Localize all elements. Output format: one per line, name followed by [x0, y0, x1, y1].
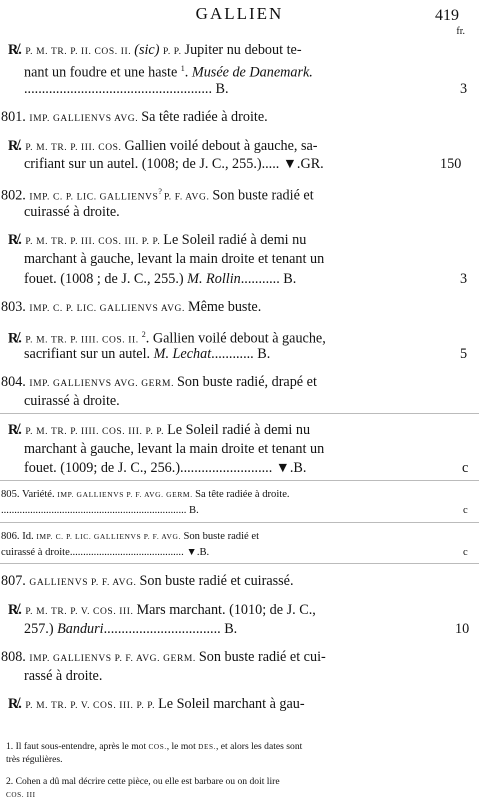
- rarity-value: c: [462, 460, 469, 476]
- text-line: R̸. P. M. TR. P. V. COS. III. P. P. Le Soleil marchant à gau-: [8, 696, 305, 712]
- page-title: GALLIEN: [195, 4, 284, 23]
- entry-802: 802. IMP. C. P. LIC. GALLIENVS? P. F. AVG. Son buste radié et: [1, 187, 314, 204]
- price-value: 5: [460, 346, 468, 362]
- text-line: ...................................................................... B.: [1, 505, 199, 516]
- entry-803: 803. IMP. C. P. LIC. GALLIENVS AVG. Même buste.: [1, 299, 262, 315]
- text-line: R̸. P. M. TR. P. III. COS. III. P. P. Le Soleil radié à demi nu: [8, 232, 307, 248]
- text-line: R̸. P. M. TR. P. IIII. COS. II. $^2$. Gallien voilé debout à gauche,: [8, 330, 326, 347]
- footnote-2-cont: COS. III: [6, 791, 36, 799]
- text-line: marchant à gauche, levant la main droite et tenant un: [24, 251, 325, 267]
- text-line: R̸. P. M. TR. P. IIII. COS. III. P. P. Le Soleil radié à demi nu: [8, 422, 311, 438]
- text-line: R̸. P. M. TR. P. V. COS. III. Mars marchant. (1010; de J. C.,: [8, 602, 316, 618]
- page-number: 419: [435, 7, 459, 24]
- text-line: R̸. P. M. TR. P. III. COS. Gallien voilé debout à gauche, sa-: [8, 138, 318, 154]
- entry-807: 807. GALLIENVS P. F. AVG. Son buste radié et cuirassé.: [1, 573, 294, 589]
- text-line: marchant à gauche, levant la main droite et tenant un: [24, 441, 325, 457]
- text-line: sacrifiant sur un autel. M. Lechat............ B.: [24, 346, 271, 362]
- price-value: 3: [460, 271, 468, 287]
- price-value: 150: [440, 156, 462, 172]
- entry-806: 806. Id. IMP. C. P. LIC. GALLIENVS P. F. AVG. Son buste radié et: [1, 531, 260, 542]
- separator: [0, 563, 479, 564]
- rarity-value: c: [463, 547, 468, 558]
- entry-808: 808. IMP. GALLIENVS P. F. AVG. GERM. Son buste radié et cui-: [1, 649, 326, 665]
- text-line: 257.) Banduri................................. B.: [24, 621, 238, 637]
- footnote-2: 2. Cohen a dû mal décrire cette pièce, ou elle est barbare ou on doit lire: [6, 776, 280, 787]
- unit-label: fr.: [456, 26, 465, 37]
- text-line: R̸. P. M. TR. P. II. COS. II. (sic) P. P. Jupiter nu debout te-: [8, 42, 302, 58]
- rarity-value: c: [463, 505, 468, 516]
- text-line: fouet. (1008 ; de J. C., 255.) M. Rollin........... B.: [24, 271, 297, 287]
- text-line: ..................................................... B.: [24, 81, 229, 97]
- text-line: rassé à droite.: [24, 668, 103, 684]
- footnote-1: 1. Il faut sous-entendre, après le mot COS., le mot DES., et alors les dates sont: [6, 741, 303, 752]
- text-line: crifiant sur un autel. (1008; de J. C., 255.)..... ▼.GR.: [24, 156, 324, 172]
- text-line: fouet. (1009; de J. C., 256.).......................... ▼.B.: [24, 460, 307, 476]
- price-value: 10: [455, 621, 470, 637]
- text-line: cuirassé à droite.: [24, 393, 120, 409]
- price-value: 3: [460, 81, 468, 97]
- text-line: cuirassé à droite........................................... ▼.B.: [1, 547, 210, 558]
- separator: [0, 413, 479, 414]
- entry-801: 801. IMP. GALLIENVS AVG. Sa tête radiée à droite.: [1, 109, 268, 125]
- footnote-1-cont: très régulières.: [6, 754, 63, 765]
- entry-804: 804. IMP. GALLIENVS AVG. GERM. Son buste radié, drapé et: [1, 374, 317, 390]
- entry-805: 805. Variété. IMP. GALLIENVS P. F. AVG. GERM. Sa tête radiée à droite.: [1, 489, 290, 500]
- separator: [0, 480, 479, 481]
- text-line: nant un foudre et une haste $^1$. Musée de Danemark.: [24, 64, 313, 81]
- separator: [0, 522, 479, 523]
- text-line: cuirassé à droite.: [24, 204, 120, 220]
